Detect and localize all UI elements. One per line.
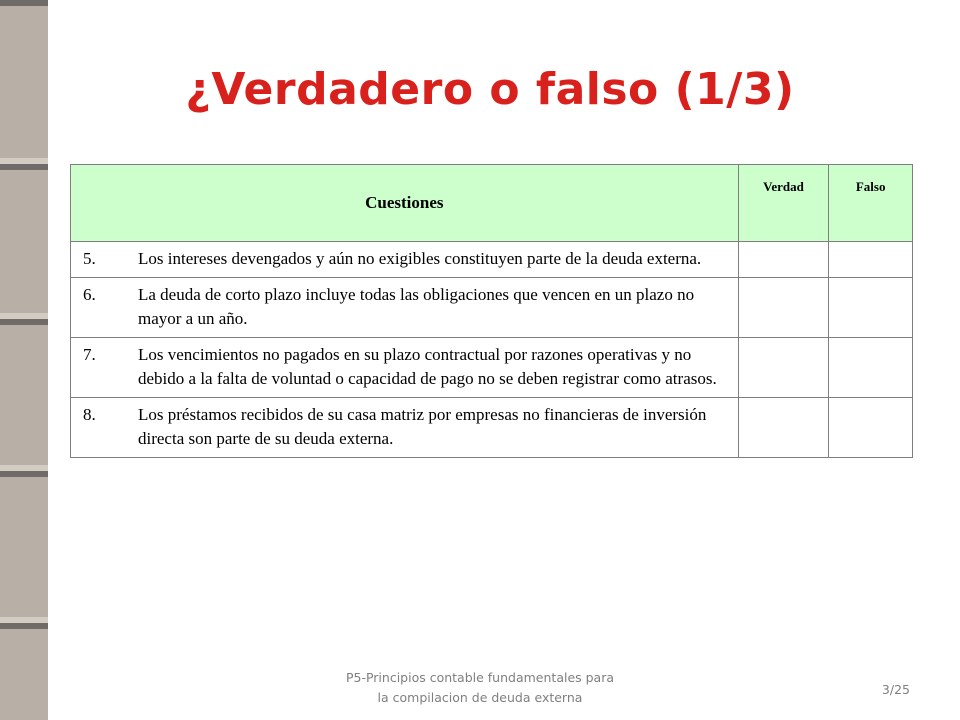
verdad-answer-cell[interactable] bbox=[738, 278, 829, 338]
table-row bbox=[71, 338, 913, 398]
table-row bbox=[71, 242, 913, 278]
header-verdad: Verdad bbox=[738, 165, 829, 242]
falso-answer-cell[interactable] bbox=[829, 242, 913, 278]
page-number: 3/25 bbox=[881, 682, 910, 697]
question-text: Los vencimientos no pagados en su plazo contractual por razones operativas y no debido a la falta de voluntad o capacidad de pago no se deben registrar como atrasos. bbox=[138, 345, 717, 388]
header-falso: Falso bbox=[829, 165, 913, 242]
question-number: 6. bbox=[83, 285, 96, 304]
question-text: Los intereses devengados y aún no exigibles constituyen parte de la deuda externa. bbox=[138, 249, 702, 268]
falso-answer-cell[interactable] bbox=[829, 278, 913, 338]
decorative-sidebar bbox=[0, 0, 48, 720]
verdad-answer-cell[interactable] bbox=[738, 338, 829, 398]
question-text: La deuda de corto plazo incluye todas las obligaciones que vencen en un plazo no mayor a un año. bbox=[138, 285, 695, 328]
question-number: 8. bbox=[83, 405, 96, 424]
verdad-answer-cell[interactable] bbox=[738, 398, 829, 458]
questions-table bbox=[70, 164, 913, 458]
falso-answer-cell[interactable] bbox=[829, 398, 913, 458]
question-cell bbox=[71, 278, 739, 338]
question-cell bbox=[71, 338, 739, 398]
header-cuestiones: Cuestiones bbox=[71, 165, 739, 242]
table-header-row bbox=[71, 165, 913, 242]
verdad-answer-cell[interactable] bbox=[738, 242, 829, 278]
question-number: 7. bbox=[83, 345, 96, 364]
table-row bbox=[71, 398, 913, 458]
footer-line-1: P5-Principios contable fundamentales para bbox=[345, 670, 615, 685]
falso-answer-cell[interactable] bbox=[829, 338, 913, 398]
slide-footer bbox=[330, 668, 630, 708]
question-cell bbox=[71, 242, 739, 278]
question-number: 5. bbox=[83, 249, 96, 268]
slide-title: ¿Verdadero o falso (1/3) bbox=[185, 64, 795, 115]
question-cell bbox=[71, 398, 739, 458]
question-text: Los préstamos recibidos de su casa matriz por empresas no financieras de inversión directa son parte de su deuda externa. bbox=[138, 405, 707, 448]
table-row bbox=[71, 278, 913, 338]
footer-line-2: la compilacion de deuda externa bbox=[377, 690, 583, 705]
